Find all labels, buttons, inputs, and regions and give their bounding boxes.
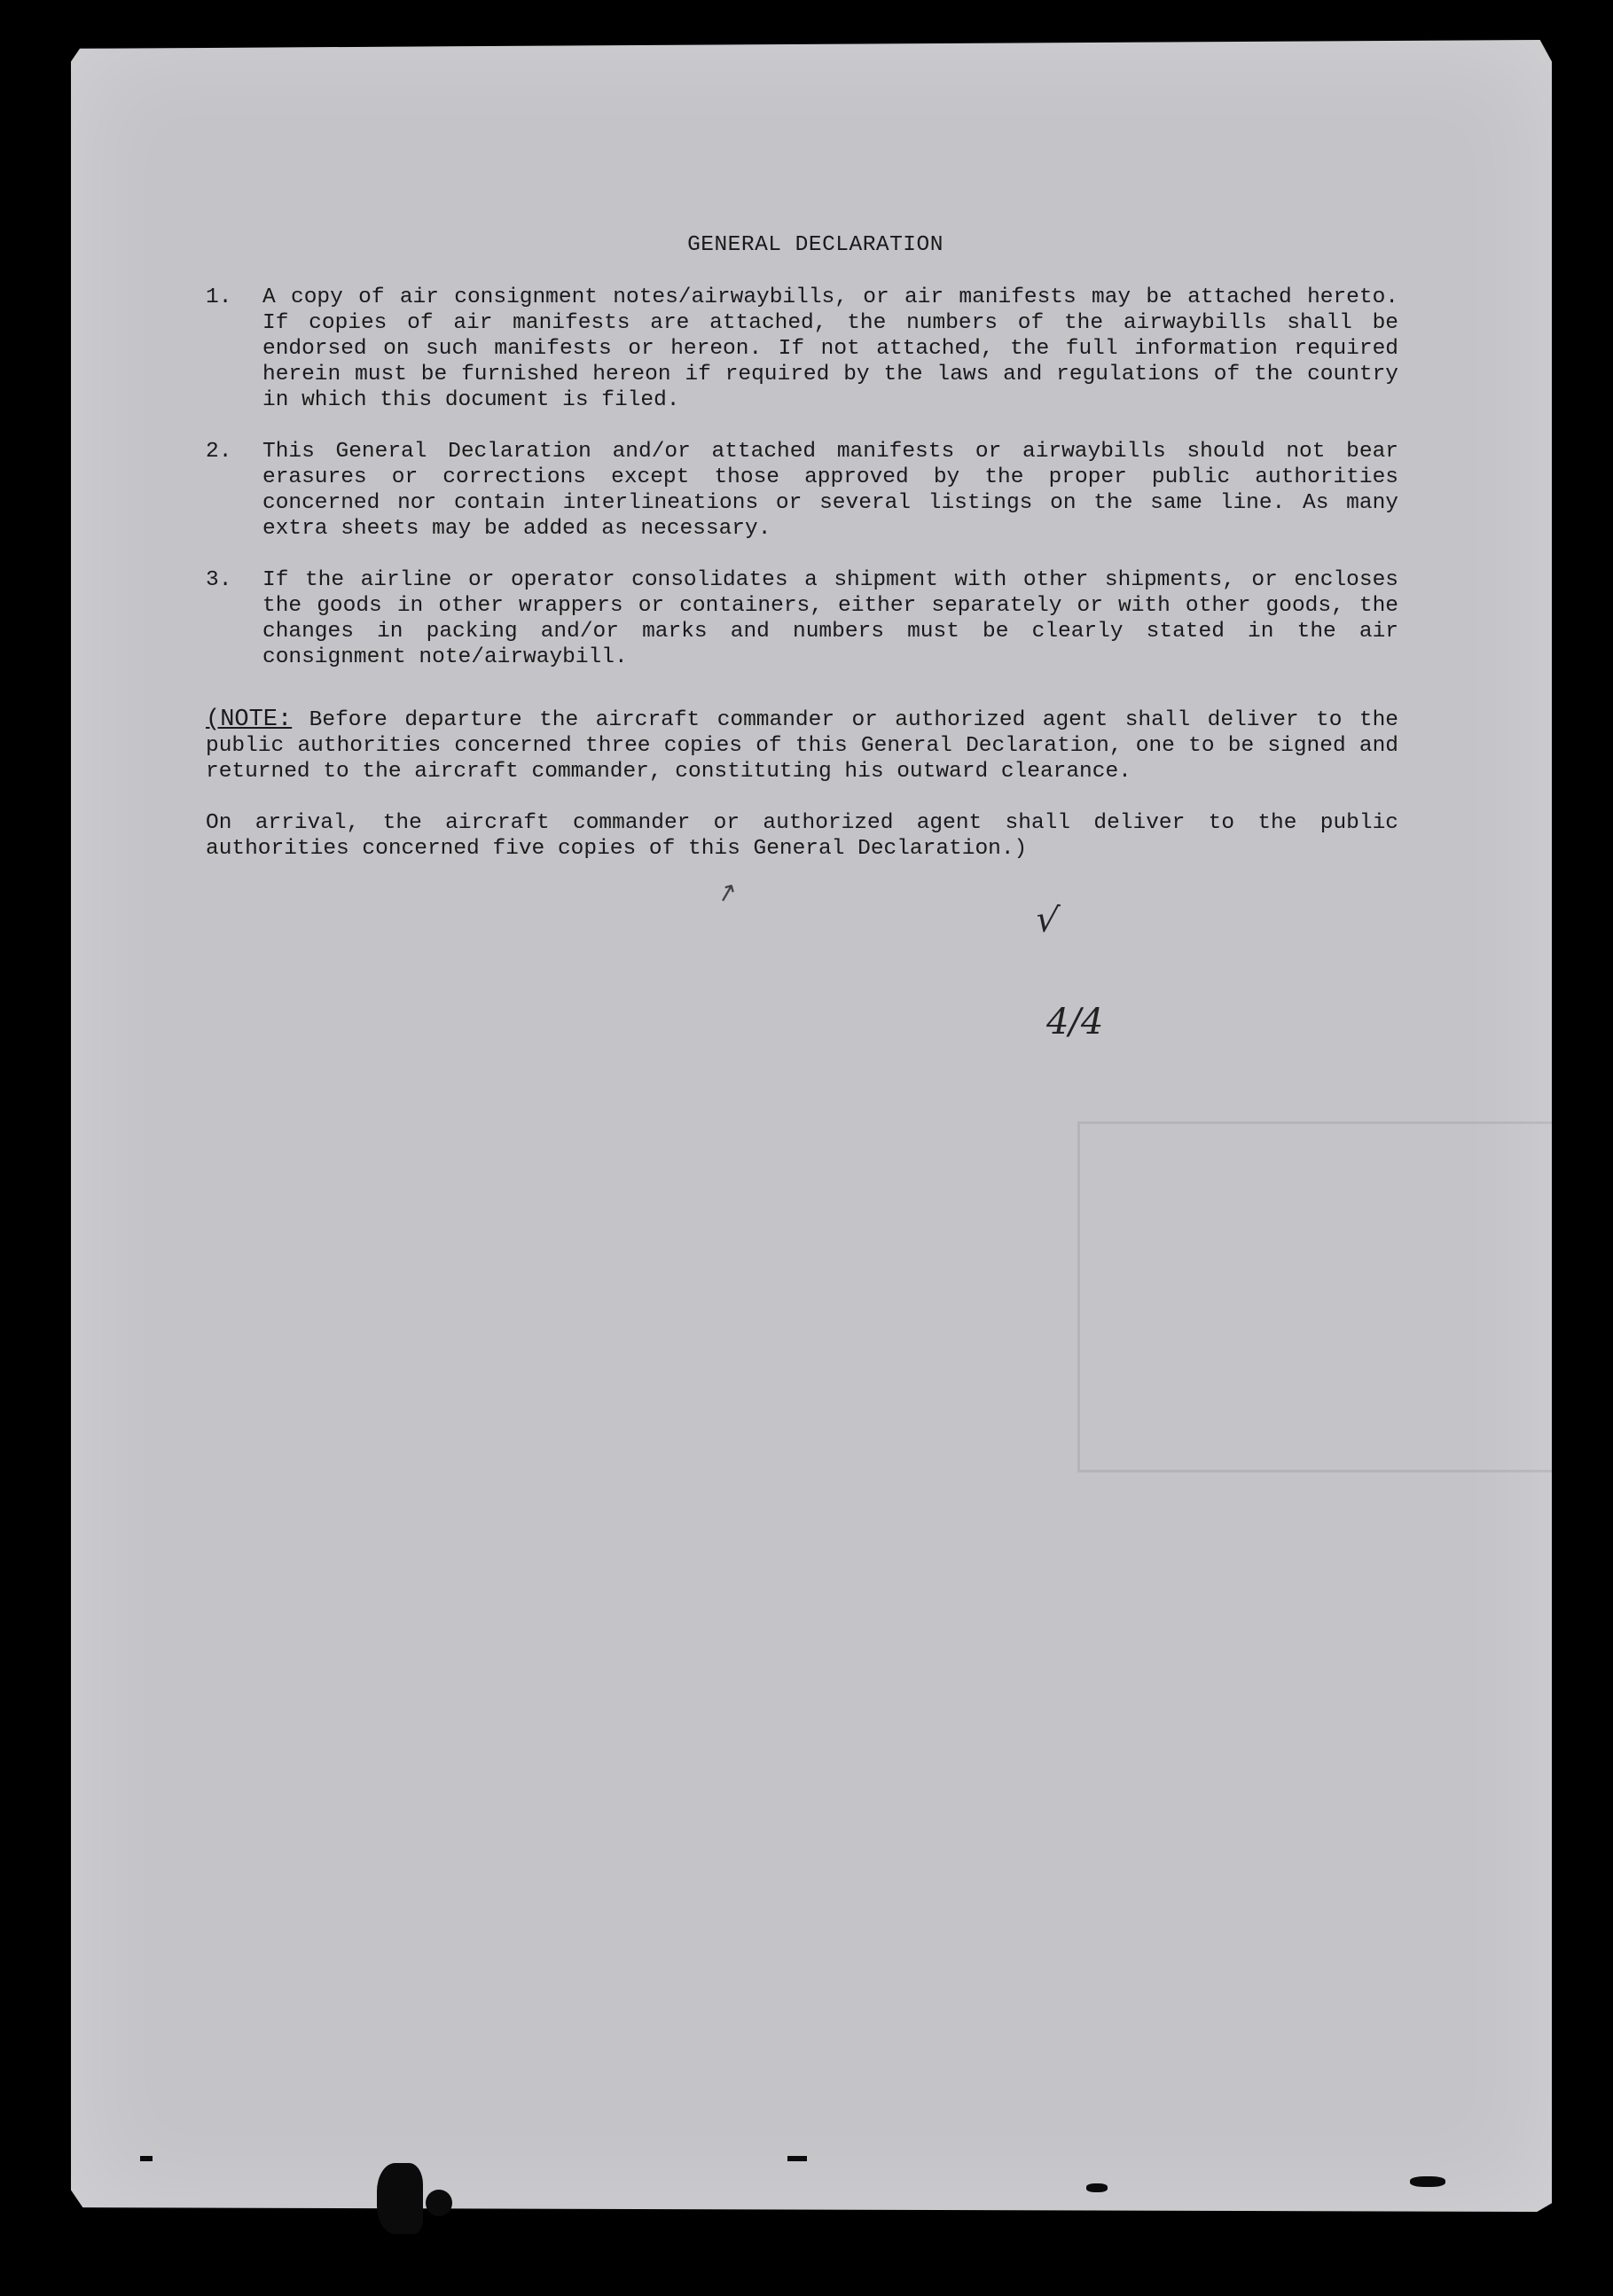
note-paragraph bbox=[206, 707, 1398, 785]
handwritten-check-mark: √ bbox=[1032, 898, 1061, 942]
item-text: This General Declaration and/or attached manifests or airwaybills should not bear erasures or corrections except those approved by the proper public authorities concerned nor contain interlineations or several listings on the same line. As many extra sheets may be added as necessary. bbox=[262, 440, 1398, 541]
edge-damage bbox=[1086, 2183, 1108, 2192]
pen-stroke-mark: ↗ bbox=[713, 875, 741, 910]
edge-damage bbox=[426, 2190, 452, 2216]
instruction-item-3 bbox=[206, 567, 1398, 670]
edge-damage bbox=[377, 2163, 423, 2234]
item-text: If the airline or operator consolidates a shipment with other shipments, or encloses the goods in other wrappers or containers, either separately or with other goods, the changes in packing and/or marks and numbers must be clearly stated in the air consignment note/airwaybill. bbox=[262, 568, 1398, 669]
edge-damage bbox=[140, 2156, 153, 2161]
note-text: Before departure the aircraft commander or authorized agent shall deliver to the public authorities concerned three copies of this General Declaration, one to be signed and returned to the aircraft commander, constituting his outward clearance. bbox=[206, 708, 1398, 784]
edge-damage bbox=[787, 2156, 807, 2161]
document-title: GENERAL DECLARATION bbox=[687, 233, 944, 257]
item-number: 3. bbox=[206, 568, 232, 592]
item-number: 1. bbox=[206, 285, 232, 309]
instruction-item-2 bbox=[206, 439, 1398, 542]
item-text: A copy of air consignment notes/airwaybills, or air manifests may be attached hereto. If copies of air manifests are attached, the numbers of the airwaybills shall be endorsed on such manifests or hereon. If not attached, the full information required herein must be furnished hereon if required by the laws and regulations of the country in which this document is filed. bbox=[262, 285, 1398, 412]
handwritten-page-number: 4/4 bbox=[1046, 1002, 1104, 1043]
note-label: (NOTE: bbox=[206, 707, 293, 733]
item-number: 2. bbox=[206, 440, 232, 464]
arrival-paragraph: On arrival, the aircraft commander or authorized agent shall deliver to the public authorities concerned five copies of this General Declaration.) bbox=[206, 811, 1398, 861]
bleed-through-box bbox=[1077, 1121, 1579, 1472]
edge-damage bbox=[1410, 2176, 1445, 2187]
declaration-body bbox=[206, 232, 1398, 862]
instruction-item-1 bbox=[206, 285, 1398, 413]
